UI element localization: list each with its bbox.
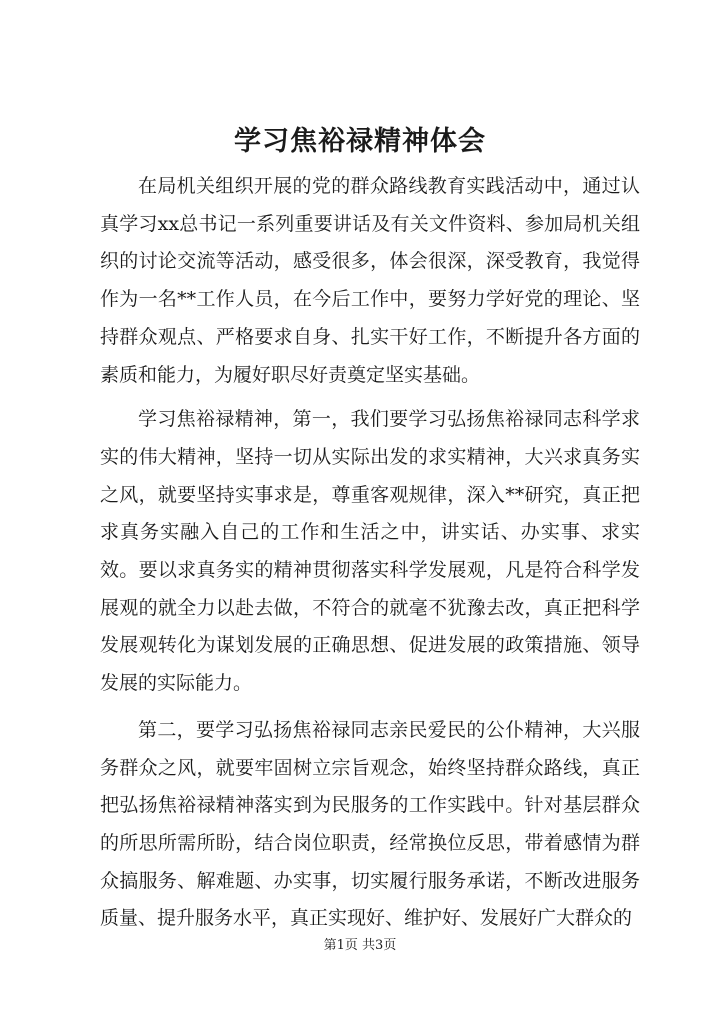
page-footer: 第1页 共3页: [323, 938, 397, 953]
document-title: 学习焦裕禄精神体会: [234, 126, 486, 157]
paragraph-first-point: 学习焦裕禄精神，第一，我们要学习弘扬焦裕禄同志科学求实的伟大精神，坚持一切从实际出发的求实精神，大兴求真务实之风，就要坚持实事求是，尊重客观规律，深入**研究，真正把求真务实融入自己的工作和生活之中，讲实话、办实事、求实效。要以求真务实的精神贯彻落实科学发展观，凡是符合科学发展观的就全力以赴去做，不符合的就毫不犹豫去改，真正把科学发展观转化为谋划发展的正确思想、促进发展的政策措施、领导发展的实际能力。: [100, 408, 640, 695]
paragraph-intro: 在局机关组织开展的党的群众路线教育实践活动中，通过认真学习xx总书记一系列重要讲话及有关文件资料、参加局机关组织的讨论交流等活动，感受很多，体会很深，深受教育，我觉得作为一名**工作人员，在今后工作中，要努力学好党的理论、坚持群众观点、严格要求自身、扎实干好工作，不断提升各方面的素质和能力，为履好职尽好责奠定坚实基础。: [100, 175, 640, 386]
paragraph-second-point: 第二，要学习弘扬焦裕禄同志亲民爱民的公仆精神，大兴服务群众之风，就要牢固树立宗旨观念，始终坚持群众路线，真正把弘扬焦裕禄精神落实到为民服务的工作实践中。针对基层群众的所思所需所盼，结合岗位职责，经常换位反思，带着感情为群众搞服务、解难题、办实事，切实履行服务承诺，不断改进服务质量、提升服务水平，真正实现好、维护好、发展好广大群众的: [100, 718, 640, 930]
document-body: [100, 168, 640, 938]
